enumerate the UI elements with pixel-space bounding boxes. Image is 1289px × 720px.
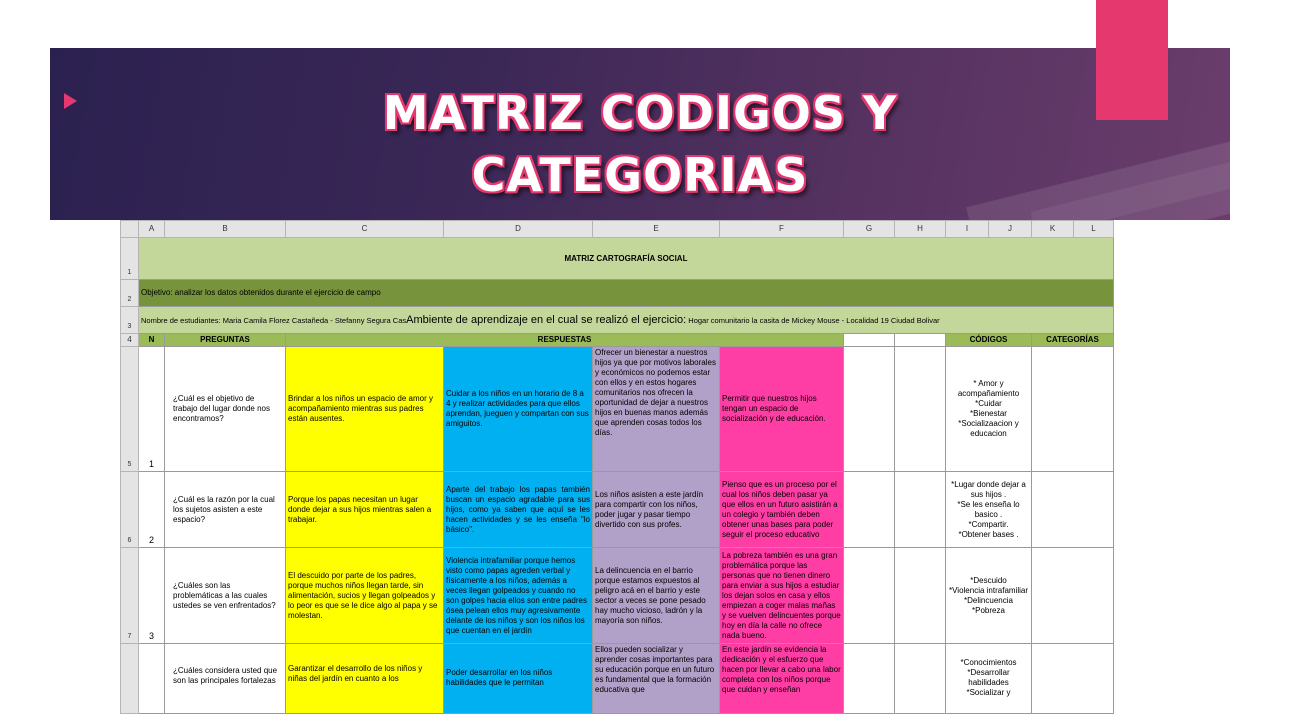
objetivo-cell[interactable]: Objetivo: analizar los datos obtenidos durante el ejercicio de campo <box>139 280 1114 307</box>
categorias-cell[interactable] <box>1032 644 1114 714</box>
select-all-corner[interactable] <box>121 221 139 238</box>
row-header[interactable]: 6 <box>121 472 139 548</box>
codigo-item: *Socializaacion y educacion <box>958 419 1019 438</box>
codigo-item: * Amor y acompañamiento <box>957 379 1020 398</box>
codigos-cell[interactable] <box>946 347 1032 472</box>
categorias-cell[interactable] <box>1032 347 1114 472</box>
column-header[interactable]: F <box>720 221 844 238</box>
student-names: Nombre de estudiantes: Maria Camila Florez Castañeda - Stefanny Segura Cas <box>141 315 407 325</box>
respuesta-pink-cell[interactable]: Permitir que nuestros hijos tengan un espacio de socialización y de educación. <box>720 347 844 472</box>
codigo-item: *Compartir. <box>968 519 1009 529</box>
respuesta-pink-cell[interactable]: En este jardín se evidencia la dedicación y el esfuerzo que hacen por llevar a cabo una labor completa con los niños porque que cuidan y enseñan <box>720 644 844 714</box>
title-line-1: MATRIZ CODIGOS Y <box>382 86 898 140</box>
categorias-cell[interactable] <box>1032 548 1114 644</box>
empty-cell[interactable] <box>895 334 946 347</box>
sheet-row <box>121 280 1114 307</box>
slide-title <box>140 82 1140 206</box>
header-codigos[interactable]: CÓDIGOS <box>946 334 1032 347</box>
matrix-table <box>120 220 1114 714</box>
column-header-row <box>121 221 1114 238</box>
respuesta-blue-cell[interactable]: Aparte del trabajo los papas también buscan un espacio agradable para sus hijos, como ya saben que aquí se les hacen actividades y se les enseña "lo básico". <box>444 472 593 548</box>
codigos-cell[interactable] <box>946 472 1032 548</box>
row-header[interactable]: 4 <box>121 334 139 347</box>
header-preguntas[interactable]: PREGUNTAS <box>165 334 286 347</box>
codigo-item: *Bienestar <box>970 409 1007 418</box>
codigos-cell[interactable] <box>946 644 1032 714</box>
respuesta-purple-cell[interactable]: Ofrecer un bienestar a nuestros hijos ya que por motivos laborales y económicos no podemos estar con ellos y en estos hogares comunitarios nos ofrecen la oportunidad de dejar a nuestros hijos en buenas manos además que aprenden cosas todos los días. <box>593 347 720 472</box>
codigo-item: *Delincuencia <box>964 595 1013 605</box>
row-number-cell[interactable] <box>139 644 165 714</box>
data-row <box>121 548 1114 644</box>
categorias-cell[interactable] <box>1032 472 1114 548</box>
column-header[interactable]: B <box>165 221 286 238</box>
row-number-cell[interactable]: 3 <box>139 548 165 644</box>
respuesta-purple-cell[interactable]: La delincuencia en el barrio porque estamos expuestos al peligro acá en el barrio y este sector a veces se pone pesado hay mucho vicioso, ladrón y la mayoría son niños. <box>593 548 720 644</box>
bullet-arrow-icon <box>64 93 77 109</box>
title-line-2: CATEGORIAS <box>471 148 809 202</box>
respuesta-blue-cell[interactable]: Cuidar a los niños en un horario de 8 a 4 y realizar actividades para que ellos aprendan, jueguen y compartan con sus amiguitos. <box>444 347 593 472</box>
codigo-item: *Conocimientos <box>960 658 1017 667</box>
pregunta-cell[interactable]: ¿Cuál es la razón por la cual los sujetos asisten a este espacio? <box>165 472 286 548</box>
respuesta-yellow-cell[interactable]: Brindar a los niños un espacio de amor y acompañamiento mientras sus padres están ausentes. <box>286 347 444 472</box>
row-header[interactable]: 5 <box>121 347 139 472</box>
column-header[interactable]: E <box>593 221 720 238</box>
row-header[interactable]: 1 <box>121 238 139 280</box>
empty-cell[interactable] <box>844 334 895 347</box>
respuesta-yellow-cell[interactable]: El descuido por parte de los padres, porque muchos niños llegan tarde, sin alimentación, sucios y llegan golpeados y lo peor es que se le dice algo al papa y se molestan. <box>286 548 444 644</box>
header-respuestas[interactable]: RESPUESTAS <box>286 334 844 347</box>
respuesta-blue-cell[interactable]: Poder desarrollar en los niños habilidades que le permitan <box>444 644 593 714</box>
empty-cell[interactable] <box>844 347 895 472</box>
info-cell[interactable] <box>139 307 1114 334</box>
codigo-item: *Pobreza <box>972 605 1005 615</box>
empty-cell[interactable] <box>895 548 946 644</box>
ambiente-value: Hogar comunitario la casita de Mickey Mouse - Localidad 19 Ciudad Bolivar <box>686 315 940 325</box>
spreadsheet-image <box>120 220 1114 697</box>
respuesta-pink-cell[interactable]: Pienso que es un proceso por el cual los niños deben pasar ya que ellos en un futuro asistirán a un colegio y también deben obtener unas bases para poder seguir el proceso educativo <box>720 472 844 548</box>
row-header[interactable]: 7 <box>121 548 139 644</box>
empty-cell[interactable] <box>895 472 946 548</box>
ambiente-label: Ambiente de aprendizaje en el cual se realizó el ejercicio: <box>406 313 687 326</box>
codigo-item: *Cuidar <box>975 399 1002 408</box>
codigo-item: *Descuido <box>970 575 1007 585</box>
row-number-cell[interactable]: 1 <box>139 347 165 472</box>
empty-cell[interactable] <box>844 548 895 644</box>
data-row <box>121 644 1114 714</box>
column-header[interactable]: G <box>844 221 895 238</box>
header-row <box>121 334 1114 347</box>
empty-cell[interactable] <box>844 644 895 714</box>
matrix-title-cell[interactable]: MATRIZ CARTOGRAFÍA SOCIAL <box>139 238 1114 280</box>
empty-cell[interactable] <box>895 347 946 472</box>
row-number-cell[interactable]: 2 <box>139 472 165 548</box>
data-row <box>121 347 1114 472</box>
codigo-item: *Socializar y <box>966 688 1011 697</box>
pregunta-cell[interactable]: ¿Cuáles considera usted que son las principales fortalezas <box>165 644 286 714</box>
header-categorias[interactable]: CATEGORÍAS <box>1032 334 1114 347</box>
empty-cell[interactable] <box>895 644 946 714</box>
empty-cell[interactable] <box>844 472 895 548</box>
column-header[interactable]: A <box>139 221 165 238</box>
sheet-row <box>121 238 1114 280</box>
respuesta-purple-cell[interactable]: Ellos pueden socializar y aprender cosas importantes para su educación porque en un futuro es fundamental que la formación educativa que <box>593 644 720 714</box>
respuesta-blue-cell[interactable]: Violencia intrafamiliar porque hemos visto como papas agreden verbal y físicamente a los niños, además a veces llegan golpeados y cuando no son golpes hacia ellos son entre padres ósea pelean ellos muy agresivamente delante de los niños y son los niños los que cuentan en el jardín <box>444 548 593 644</box>
pregunta-cell[interactable]: ¿Cuáles son las problemáticas a las cuales ustedes se ven enfrentados? <box>165 548 286 644</box>
column-header[interactable]: J <box>989 221 1032 238</box>
column-header[interactable]: C <box>286 221 444 238</box>
respuesta-pink-cell[interactable]: La pobreza también es una gran problemática porque las personas que no tienen dinero para enviar a sus hijos a estudiar los dejan solos en casa y ellos empiezan a coger malas mañas y se vuelven delincuentes porque hoy en día la calle no ofrece nada bueno. <box>720 548 844 644</box>
column-header[interactable]: I <box>946 221 989 238</box>
row-header[interactable]: 2 <box>121 280 139 307</box>
respuesta-yellow-cell[interactable]: Garantizar el desarrollo de los niños y niñas del jardín en cuanto a los <box>286 644 444 714</box>
codigo-item: *Desarrollar habilidades <box>967 668 1010 687</box>
column-header[interactable]: D <box>444 221 593 238</box>
header-n[interactable]: N <box>139 334 165 347</box>
respuesta-yellow-cell[interactable]: Porque los papas necesitan un lugar donde dejar a sus hijos mientras salen a trabajar. <box>286 472 444 548</box>
column-header[interactable]: K <box>1032 221 1074 238</box>
data-row <box>121 472 1114 548</box>
codigo-item: *Obtener bases . <box>958 529 1019 539</box>
codigo-item: *Violencia intrafamiliar <box>949 585 1028 595</box>
pregunta-cell[interactable]: ¿Cuál es el objetivo de trabajo del lugar donde nos encontramos? <box>165 347 286 472</box>
row-header[interactable]: 3 <box>121 307 139 334</box>
row-header[interactable] <box>121 644 139 714</box>
codigos-cell[interactable] <box>946 548 1032 644</box>
respuesta-purple-cell[interactable]: Los niños asisten a este jardín para compartir con los niños, poder jugar y pasar tiempo divertido con sus profes. <box>593 472 720 548</box>
sheet-row <box>121 307 1114 334</box>
column-header[interactable]: L <box>1074 221 1114 238</box>
column-header[interactable]: H <box>895 221 946 238</box>
codigo-item: *Se les enseña lo basico . <box>957 499 1020 519</box>
codigo-item: *Lugar donde dejar a sus hijos . <box>951 479 1026 499</box>
